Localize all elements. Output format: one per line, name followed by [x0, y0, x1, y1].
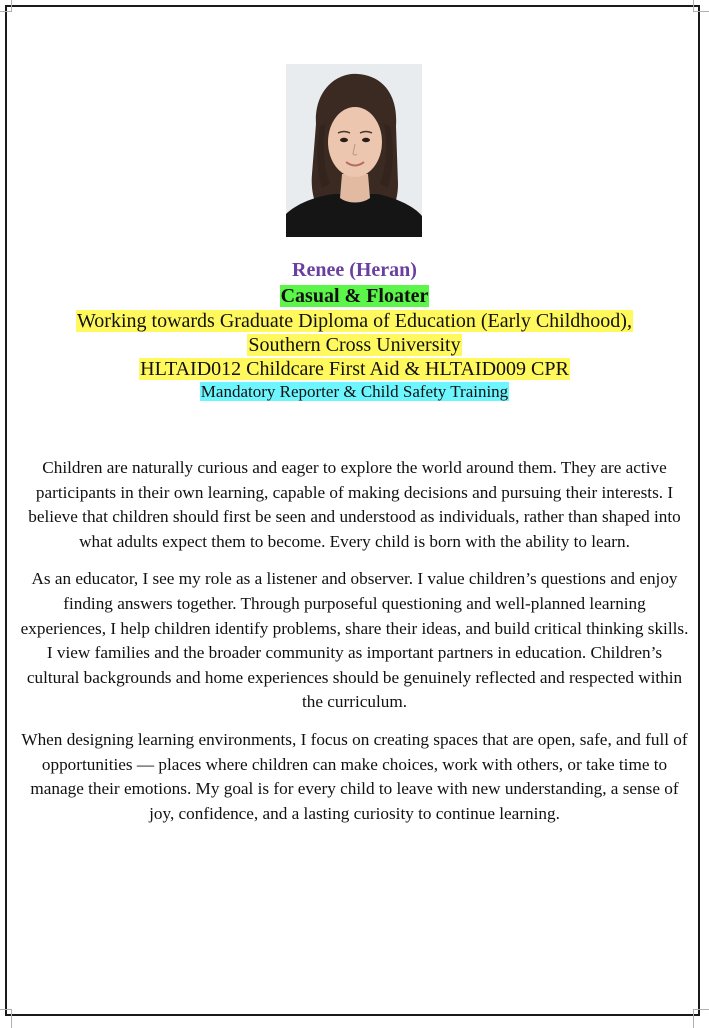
- profile-photo: [286, 64, 422, 237]
- education-line-1: [0, 309, 709, 333]
- profile-header: [0, 257, 709, 403]
- education-line-2: [0, 333, 709, 357]
- role-title: [0, 283, 709, 309]
- crop-mark-bottom-left: [0, 1009, 12, 1028]
- philosophy-paragraph-2: As an educator, I see my role as a listener and observer. I value children’s questions and enjoy finding answers together. Through purposeful questioning and well-planned learning experiences, I help children identify problems, share their ideas, and build critical thinking skills. I view families and the broader community as important partners in education. Children’s cultural backgrounds and home experiences should be genuinely reflected and respected within the curriculum.: [20, 569, 689, 712]
- crop-mark-bottom-right: [693, 1009, 709, 1028]
- first-aid-highlight: HLTAID012 Childcare First Aid & HLTAID009 CPR: [140, 358, 569, 380]
- educator-name: Renee (Heran): [292, 259, 417, 281]
- role-highlight: Casual & Floater: [280, 285, 429, 307]
- first-aid-line: [0, 357, 709, 381]
- education-highlight-2: Southern Cross University: [248, 334, 461, 356]
- crop-mark-top-right: [693, 0, 709, 12]
- crop-mark-top-left: [0, 0, 12, 12]
- education-highlight-1: Working towards Graduate Diploma of Education (Early Childhood),: [77, 310, 632, 332]
- portrait-illustration: [286, 64, 422, 237]
- training-line: [0, 381, 709, 403]
- philosophy-paragraph-1: Children are naturally curious and eager to explore the world around them. They are active participants in their own learning, capable of making decisions and pursuing their interests. I believe that children should first be seen and understood as individuals, rather than shaped into what adults expect them to become. Every child is born with the ability to learn.: [28, 458, 681, 551]
- training-highlight: Mandatory Reporter & Child Safety Training: [200, 382, 509, 401]
- philosophy-paragraph-3: When designing learning environments, I focus on creating spaces that are open, safe, and full of opportunities — places where children can make choices, work with others, or take time to manage their emotions. My goal is for every child to leave with new understanding, a sense of joy, confidence, and a lasting curiosity to continue learning.: [21, 729, 688, 823]
- philosophy-statement: [20, 456, 689, 839]
